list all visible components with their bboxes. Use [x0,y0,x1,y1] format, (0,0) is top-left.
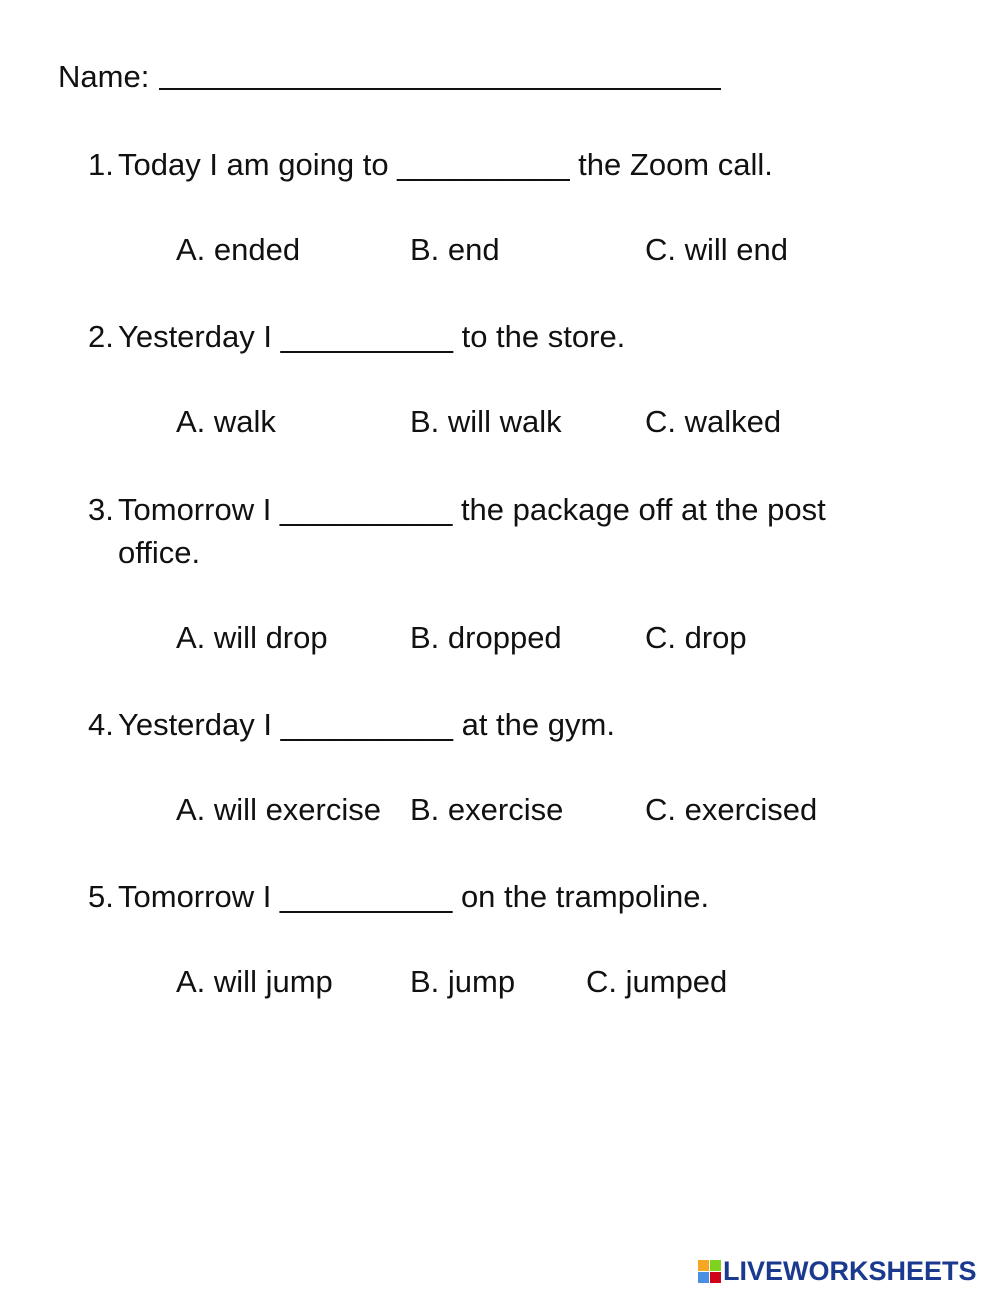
choice-5b[interactable]: B. jump [410,964,516,999]
choice-4a[interactable]: A. will exercise [176,792,381,827]
name-blank[interactable] [159,88,721,90]
question-number: 3. [88,492,114,527]
logo-text: LIVEWORKSHEETS [723,1256,977,1286]
choice-4b[interactable]: B. exercise [410,792,564,827]
question-3 [88,488,888,574]
choice-3c[interactable]: C. drop [645,620,747,655]
choice-1a[interactable]: A. ended [176,232,301,267]
logo-squares-icon [698,1260,721,1283]
question-number: 2. [88,319,114,354]
logo-square [698,1272,709,1283]
choice-3b[interactable]: B. dropped [410,620,562,655]
logo-square [698,1260,709,1271]
choice-2b[interactable]: B. will walk [410,404,562,439]
question-text: Today I am going to __________ the Zoom call. [118,147,773,182]
question-number: 4. [88,707,114,742]
question-2 [88,315,888,358]
question-text: Yesterday I __________ to the store. [118,319,626,354]
question-text: Tomorrow I __________ on the trampoline. [118,879,710,914]
question-text: Tomorrow I __________ the package off at the post office. [118,492,826,570]
question-number: 5. [88,879,114,914]
question-4 [88,703,888,746]
name-field [58,58,721,96]
choice-1b[interactable]: B. end [410,232,500,267]
name-label: Name: [58,59,150,94]
question-5 [88,875,888,918]
choice-3a[interactable]: A. will drop [176,620,328,655]
logo-square [710,1272,721,1283]
choice-5c[interactable]: C. jumped [586,964,728,999]
choice-2a[interactable]: A. walk [176,404,276,439]
choice-2c[interactable]: C. walked [645,404,782,439]
choice-4c[interactable]: C. exercised [645,792,818,827]
question-number: 1. [88,147,114,182]
logo-square [710,1260,721,1271]
question-1 [88,143,888,186]
question-text: Yesterday I __________ at the gym. [118,707,615,742]
choice-1c[interactable]: C. will end [645,232,788,267]
choice-5a[interactable]: A. will jump [176,964,333,999]
liveworksheets-logo [698,1256,977,1286]
